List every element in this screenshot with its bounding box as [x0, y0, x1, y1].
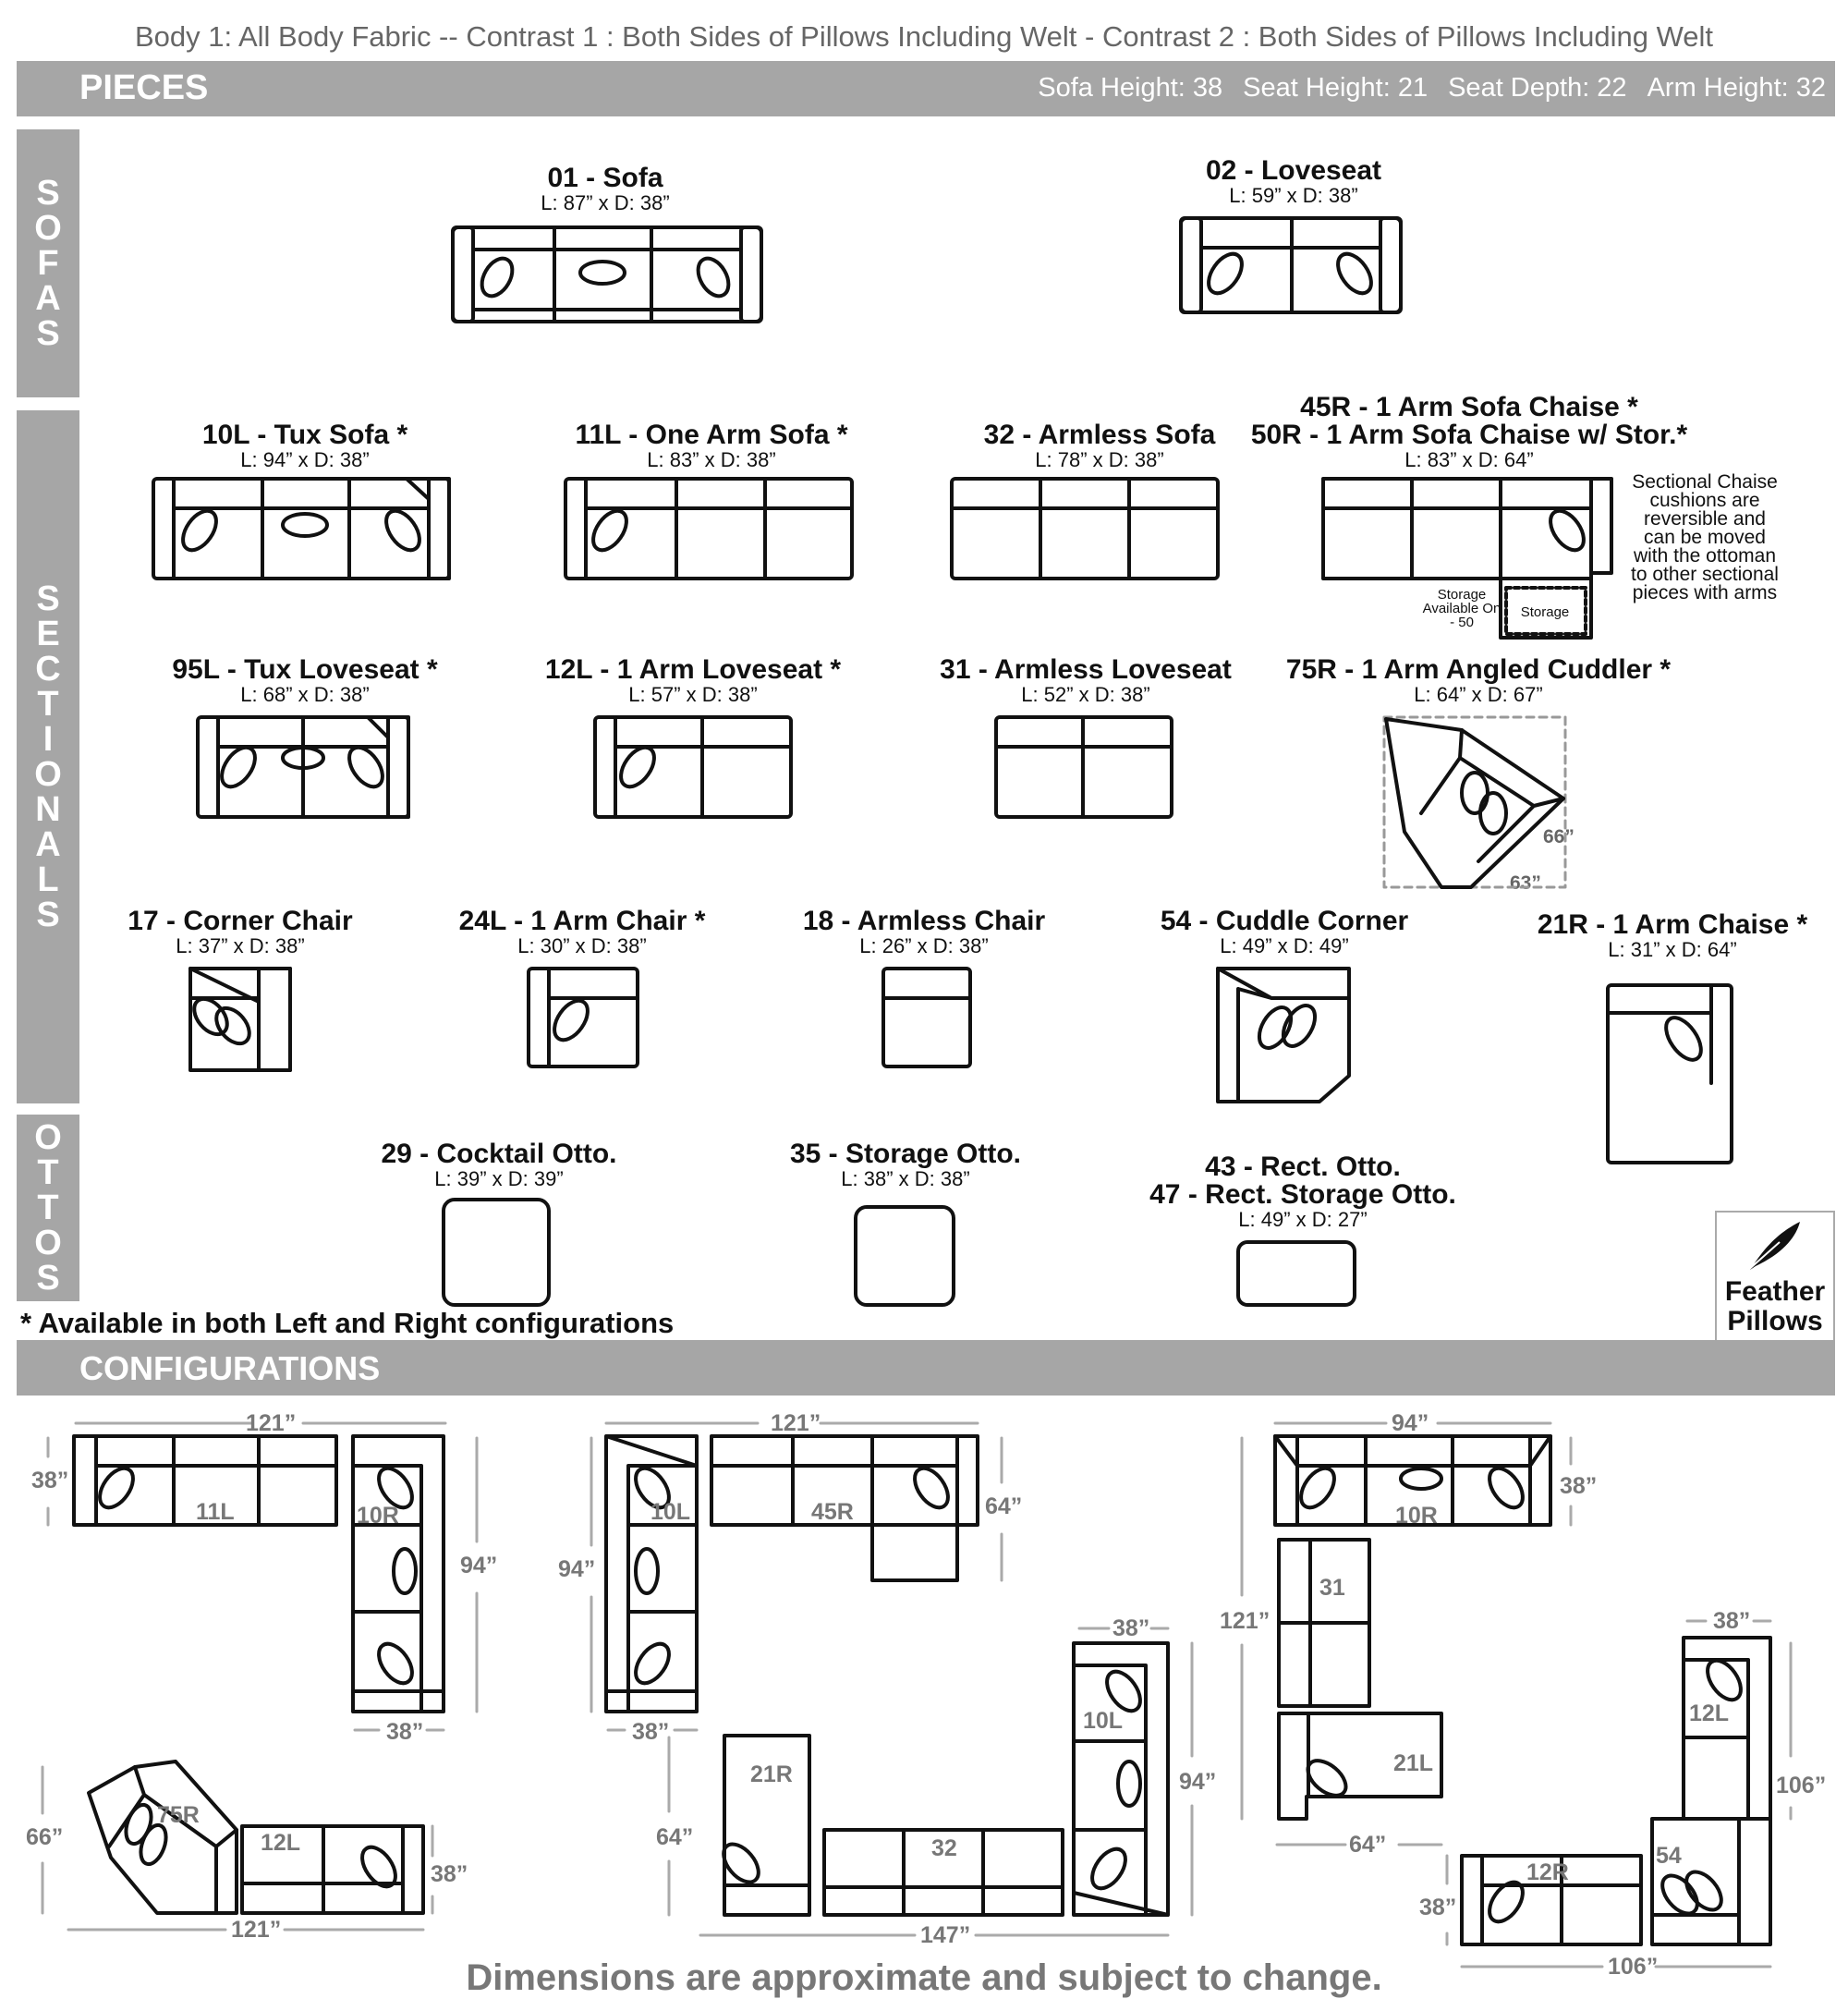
config-1-width: 121” [246, 1410, 297, 1436]
piece-cocktail-otto-label: 29 - Cocktail Otto. L: 39” x D: 39” [381, 1139, 617, 1190]
storage-available-note: Storage Available On - 50 [1422, 587, 1502, 630]
config-4-right-dim: 38” [431, 1861, 468, 1887]
piece-arm-chaise-label: 21R - 1 Arm Chaise * L: 31” x D: 64” [1537, 909, 1808, 961]
config-5-width: 147” [920, 1922, 971, 1948]
config-5-left-dim: 64” [656, 1824, 694, 1850]
chaise-cushion-note: Sectional Chaise cushions are reversible and can be moved with the ottoman to other sectional pieces with arms [1631, 471, 1779, 603]
config-5-label-21r: 21R [750, 1761, 793, 1787]
config-6-left-dim: 38” [1419, 1895, 1457, 1920]
angled-cuddler-drawing [1384, 717, 1565, 887]
rect-otto-drawing [1238, 1242, 1355, 1305]
config-4-width: 121” [231, 1917, 282, 1943]
piece-rect-otto-label: 43 - Rect. Otto. 47 - Rect. Storage Otto. L: 49” x D: 27” [1149, 1152, 1456, 1231]
cuddler-dim-66: 66” [1543, 826, 1574, 847]
config-2-bottom-dim: 38” [632, 1719, 670, 1745]
config-6-drawing [1462, 1638, 1770, 1944]
footer-disclaimer: Dimensions are approximate and subject to change. [466, 1957, 1382, 1998]
config-4-label-12l: 12L [261, 1830, 301, 1856]
config-3-label-21l: 21L [1393, 1750, 1434, 1776]
config-4-label-75r: 75R [157, 1802, 200, 1828]
config-5-top-dim: 38” [1112, 1615, 1150, 1641]
section-tab-ottos: O T T O S [17, 1115, 79, 1301]
config-6-width: 106” [1608, 1954, 1659, 1980]
config-2-label-45r: 45R [811, 1499, 854, 1525]
tux-sofa-drawing [153, 479, 449, 579]
config-3-label-31: 31 [1319, 1575, 1345, 1601]
piece-armless-sofa-label: 32 - Armless Sofa L: 78” x D: 38” [983, 420, 1216, 471]
configurations-title: CONFIGURATIONS [79, 1349, 381, 1387]
config-1-right-dim: 94” [460, 1553, 498, 1578]
section-tab-sectionals: S E C T I O N A L S [17, 410, 79, 1103]
arm-chair-drawing [529, 969, 638, 1066]
piece-armless-loveseat-label: 31 - Armless Loveseat L: 52” x D: 38” [940, 654, 1232, 706]
piece-loveseat-label: 02 - Loveseat L: 59” x D: 38” [1205, 155, 1382, 207]
config-2-drawing [606, 1436, 978, 1712]
config-5-label-32: 32 [931, 1835, 957, 1861]
config-2-label-10l: 10L [650, 1499, 691, 1525]
sofa-drawing [453, 227, 761, 322]
availability-note: * Available in both Left and Right configurations [20, 1307, 675, 1339]
config-6-label-12l: 12L [1689, 1700, 1730, 1726]
config-5-label-10l: 10L [1083, 1708, 1124, 1734]
piece-sofa-chaise-label: 45R - 1 Arm Sofa Chaise * 50R - 1 Arm Sofa Chaise w/ Stor.* L: 83” x D: 64” [1250, 392, 1688, 471]
config-4-left-dim: 66” [26, 1824, 64, 1850]
config-3-width: 94” [1392, 1410, 1429, 1436]
piece-tux-sofa-label: 10L - Tux Sofa * L: 94” x D: 38” [201, 420, 408, 471]
loveseat-drawing [1181, 218, 1401, 312]
config-1-label-10r: 10R [357, 1503, 399, 1529]
spec-seat-depth: Seat Depth: 22 [1448, 73, 1627, 103]
feather-pillows-badge: Feather Pillows [1715, 1211, 1835, 1344]
piece-corner-chair-label: 17 - Corner Chair L: 37” x D: 38” [128, 906, 353, 957]
arm-chaise-drawing [1608, 985, 1732, 1163]
spec-arm-height: Arm Height: 32 [1647, 73, 1826, 103]
pieces-title: PIECES [79, 68, 209, 107]
piece-angled-cuddler-label: 75R - 1 Arm Angled Cuddler * L: 64” x D: 67” [1285, 654, 1672, 706]
cuddle-corner-drawing [1218, 969, 1349, 1102]
armless-sofa-drawing [952, 479, 1218, 579]
one-arm-sofa-drawing [565, 479, 852, 579]
armless-loveseat-drawing [996, 717, 1172, 817]
storage-otto-drawing [856, 1207, 954, 1305]
piece-cuddle-corner-label: 54 - Cuddle Corner L: 49” x D: 49” [1160, 906, 1409, 957]
piece-storage-otto-label: 35 - Storage Otto. L: 38” x D: 38” [789, 1139, 1022, 1190]
config-2-width: 121” [771, 1410, 821, 1436]
sofa-chaise-drawing [1323, 479, 1611, 638]
config-2-right-dim: 64” [985, 1493, 1023, 1519]
piece-armless-chair-label: 18 - Armless Chair L: 26” x D: 38” [802, 906, 1046, 957]
config-2-left-dim: 94” [558, 1556, 596, 1582]
arm-loveseat-drawing [595, 717, 791, 817]
config-5-dimlines [669, 1628, 1192, 1935]
config-1-label-11l: 11L [196, 1499, 235, 1525]
config-3-right-dim: 38” [1560, 1473, 1598, 1499]
corner-chair-drawing [188, 969, 290, 1070]
config-5-right-dim: 94” [1179, 1769, 1217, 1795]
config-1-dimlines [48, 1423, 477, 1730]
config-3-label-10r: 10R [1395, 1503, 1438, 1529]
piece-arm-loveseat-label: 12L - 1 Arm Loveseat * L: 57” x D: 38” [544, 654, 842, 706]
config-6-right-dim: 106” [1776, 1773, 1827, 1798]
config-6-top-dim: 38” [1713, 1608, 1751, 1634]
piece-arm-chair-label: 24L - 1 Arm Chair * L: 30” x D: 38” [458, 906, 706, 957]
config-4-drawing [89, 1761, 423, 1913]
armless-chair-drawing [883, 969, 970, 1066]
config-1-drawing [74, 1436, 444, 1712]
fabric-description: Body 1: All Body Fabric -- Contrast 1 : Both Sides of Pillows Including Welt - Contrast 2 : Both Sides of Pillows Including Welt [134, 20, 1714, 53]
cocktail-otto-drawing [444, 1200, 549, 1305]
config-3-bottom-dim: 64” [1349, 1832, 1387, 1858]
cuddler-dim-63: 63” [1510, 872, 1541, 894]
storage-label: Storage [1520, 604, 1570, 620]
config-6-label-12r: 12R [1526, 1859, 1569, 1885]
spec-sofa-height: Sofa Height: 38 [1038, 73, 1223, 103]
piece-sofa-label: 01 - Sofa L: 87” x D: 38” [541, 163, 670, 214]
piece-tux-loveseat-label: 95L - Tux Loveseat * L: 68” x D: 38” [172, 654, 438, 706]
spec-seat-height: Seat Height: 21 [1243, 73, 1429, 103]
config-6-label-54: 54 [1656, 1843, 1682, 1869]
piece-one-arm-sofa-label: 11L - One Arm Sofa * L: 83” x D: 38” [575, 420, 848, 471]
config-1-bottom-dim: 38” [386, 1719, 424, 1745]
config-1-left-dim: 38” [31, 1468, 69, 1493]
config-3-left-dim: 121” [1220, 1608, 1270, 1634]
section-tab-sofas: S O F A S [17, 129, 79, 397]
tux-loveseat-drawing [198, 717, 408, 817]
